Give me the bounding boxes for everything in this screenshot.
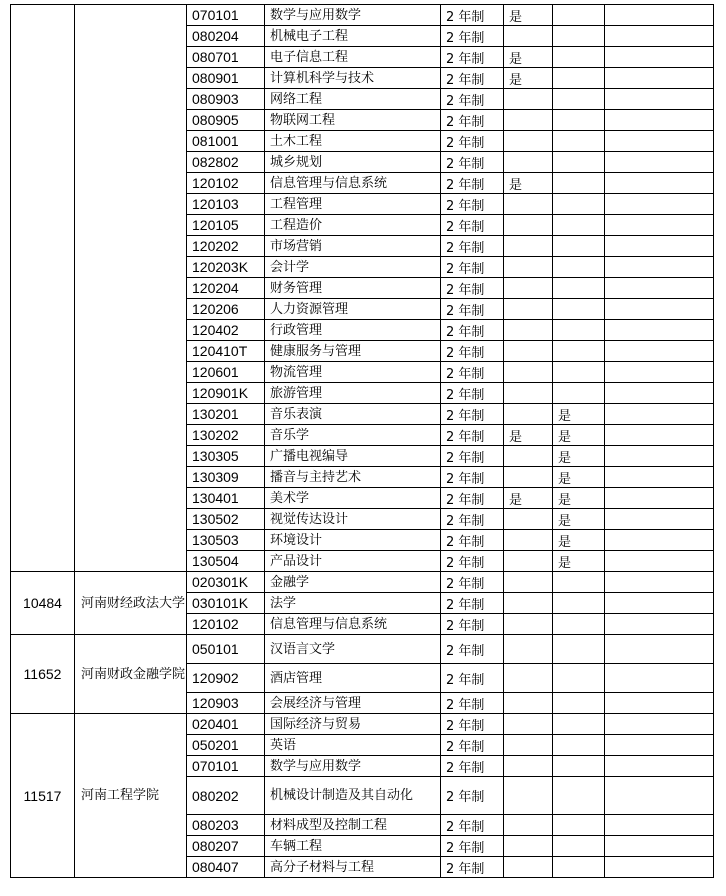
- major-code-cell: 020301K: [187, 572, 265, 593]
- study-length-cell: 2 年制: [441, 425, 504, 446]
- major-name-cell: 财务管理: [265, 278, 441, 299]
- table-row: [11, 572, 714, 593]
- flag-cell-1: [504, 614, 553, 635]
- major-name-cell: 旅游管理: [265, 383, 441, 404]
- remarks-cell: [605, 26, 714, 47]
- flag-cell-1: [504, 635, 553, 664]
- school-id-cell: 11652: [11, 635, 75, 714]
- remarks-cell: [605, 131, 714, 152]
- major-name-cell: 材料成型及控制工程: [265, 815, 441, 836]
- major-code-cell: 130504: [187, 551, 265, 572]
- major-name-cell: 行政管理: [265, 320, 441, 341]
- major-code-cell: 070101: [187, 5, 265, 26]
- flag-cell-1: [504, 257, 553, 278]
- school-id-cell: 11517: [11, 714, 75, 878]
- major-code-cell: 120601: [187, 362, 265, 383]
- remarks-cell: [605, 110, 714, 131]
- major-code-cell: 120203K: [187, 257, 265, 278]
- study-length-cell: 2 年制: [441, 488, 504, 509]
- school-name-cell: 河南财经政法大学: [75, 572, 187, 635]
- remarks-cell: [605, 446, 714, 467]
- major-name-cell: 会计学: [265, 257, 441, 278]
- flag-cell-1: [504, 89, 553, 110]
- study-length-cell: 2 年制: [441, 68, 504, 89]
- remarks-cell: [605, 756, 714, 777]
- remarks-cell: [605, 467, 714, 488]
- flag-cell-2: 是: [553, 446, 605, 467]
- major-name-cell: 计算机科学与技术: [265, 68, 441, 89]
- study-length-cell: 2 年制: [441, 320, 504, 341]
- major-name-cell: 高分子材料与工程: [265, 857, 441, 878]
- major-code-cell: 130202: [187, 425, 265, 446]
- remarks-cell: [605, 341, 714, 362]
- study-length-cell: 2 年制: [441, 857, 504, 878]
- remarks-cell: [605, 551, 714, 572]
- remarks-cell: [605, 488, 714, 509]
- major-name-cell: 车辆工程: [265, 836, 441, 857]
- remarks-cell: [605, 735, 714, 756]
- flag-cell-2: [553, 257, 605, 278]
- remarks-cell: [605, 5, 714, 26]
- major-name-cell: 音乐学: [265, 425, 441, 446]
- study-length-cell: 2 年制: [441, 836, 504, 857]
- remarks-cell: [605, 194, 714, 215]
- major-name-cell: 酒店管理: [265, 664, 441, 693]
- major-name-cell: 英语: [265, 735, 441, 756]
- study-length-cell: 2 年制: [441, 467, 504, 488]
- remarks-cell: [605, 68, 714, 89]
- remarks-cell: [605, 383, 714, 404]
- study-length-cell: 2 年制: [441, 110, 504, 131]
- major-name-cell: 工程造价: [265, 215, 441, 236]
- school-name-cell: 河南工程学院: [75, 714, 187, 878]
- study-length-cell: 2 年制: [441, 777, 504, 815]
- major-code-cell: 030101K: [187, 593, 265, 614]
- flag-cell-2: [553, 278, 605, 299]
- major-name-cell: 土木工程: [265, 131, 441, 152]
- study-length-cell: 2 年制: [441, 735, 504, 756]
- study-length-cell: 2 年制: [441, 173, 504, 194]
- major-code-cell: 080204: [187, 26, 265, 47]
- major-code-cell: 130201: [187, 404, 265, 425]
- major-code-cell: 082802: [187, 152, 265, 173]
- school-id-cell: [11, 5, 75, 572]
- major-name-cell: 网络工程: [265, 89, 441, 110]
- remarks-cell: [605, 572, 714, 593]
- major-code-cell: 080207: [187, 836, 265, 857]
- flag-cell-1: [504, 152, 553, 173]
- flag-cell-2: [553, 68, 605, 89]
- flag-cell-1: 是: [504, 488, 553, 509]
- flag-cell-2: [553, 47, 605, 68]
- remarks-cell: [605, 836, 714, 857]
- flag-cell-1: [504, 131, 553, 152]
- major-name-cell: 播音与主持艺术: [265, 467, 441, 488]
- flag-cell-1: [504, 756, 553, 777]
- flag-cell-2: [553, 614, 605, 635]
- major-name-cell: 机械设计制造及其自动化: [265, 777, 441, 815]
- study-length-cell: 2 年制: [441, 614, 504, 635]
- study-length-cell: 2 年制: [441, 693, 504, 714]
- remarks-cell: [605, 257, 714, 278]
- study-length-cell: 2 年制: [441, 5, 504, 26]
- study-length-cell: 2 年制: [441, 152, 504, 173]
- remarks-cell: [605, 215, 714, 236]
- major-code-cell: 070101: [187, 756, 265, 777]
- flag-cell-1: [504, 735, 553, 756]
- remarks-cell: [605, 714, 714, 735]
- remarks-cell: [605, 362, 714, 383]
- study-length-cell: 2 年制: [441, 756, 504, 777]
- major-code-cell: 120102: [187, 173, 265, 194]
- flag-cell-1: [504, 836, 553, 857]
- flag-cell-1: [504, 530, 553, 551]
- flag-cell-2: 是: [553, 404, 605, 425]
- major-code-cell: 080203: [187, 815, 265, 836]
- major-code-cell: 120903: [187, 693, 265, 714]
- major-name-cell: 健康服务与管理: [265, 341, 441, 362]
- table-row: [11, 5, 714, 26]
- remarks-cell: [605, 89, 714, 110]
- major-code-cell: 120901K: [187, 383, 265, 404]
- major-code-cell: 081001: [187, 131, 265, 152]
- flag-cell-1: 是: [504, 425, 553, 446]
- study-length-cell: 2 年制: [441, 664, 504, 693]
- flag-cell-1: [504, 572, 553, 593]
- remarks-cell: [605, 236, 714, 257]
- study-length-cell: 2 年制: [441, 530, 504, 551]
- major-name-cell: 市场营销: [265, 236, 441, 257]
- flag-cell-2: 是: [553, 509, 605, 530]
- flag-cell-2: 是: [553, 488, 605, 509]
- study-length-cell: 2 年制: [441, 278, 504, 299]
- major-name-cell: 物流管理: [265, 362, 441, 383]
- major-name-cell: 音乐表演: [265, 404, 441, 425]
- major-code-cell: 080701: [187, 47, 265, 68]
- flag-cell-2: [553, 26, 605, 47]
- study-length-cell: 2 年制: [441, 593, 504, 614]
- flag-cell-2: [553, 152, 605, 173]
- school-id-cell: 10484: [11, 572, 75, 635]
- major-code-cell: 080905: [187, 110, 265, 131]
- study-length-cell: 2 年制: [441, 299, 504, 320]
- flag-cell-2: [553, 194, 605, 215]
- remarks-cell: [605, 299, 714, 320]
- flag-cell-1: [504, 362, 553, 383]
- flag-cell-2: 是: [553, 530, 605, 551]
- study-length-cell: 2 年制: [441, 509, 504, 530]
- major-code-cell: 080903: [187, 89, 265, 110]
- remarks-cell: [605, 320, 714, 341]
- flag-cell-2: [553, 815, 605, 836]
- major-name-cell: 会展经济与管理: [265, 693, 441, 714]
- study-length-cell: 2 年制: [441, 194, 504, 215]
- flag-cell-2: [553, 299, 605, 320]
- flag-cell-1: 是: [504, 47, 553, 68]
- major-name-cell: 人力资源管理: [265, 299, 441, 320]
- remarks-cell: [605, 857, 714, 878]
- remarks-cell: [605, 509, 714, 530]
- major-code-cell: 120105: [187, 215, 265, 236]
- remarks-cell: [605, 47, 714, 68]
- major-code-cell: 080407: [187, 857, 265, 878]
- flag-cell-1: [504, 404, 553, 425]
- major-code-cell: 120202: [187, 236, 265, 257]
- flag-cell-2: [553, 593, 605, 614]
- flag-cell-1: [504, 215, 553, 236]
- major-code-cell: 130305: [187, 446, 265, 467]
- study-length-cell: 2 年制: [441, 551, 504, 572]
- major-name-cell: 法学: [265, 593, 441, 614]
- flag-cell-2: [553, 383, 605, 404]
- study-length-cell: 2 年制: [441, 89, 504, 110]
- major-code-cell: 120103: [187, 194, 265, 215]
- remarks-cell: [605, 777, 714, 815]
- table-row: [11, 714, 714, 735]
- flag-cell-2: [553, 735, 605, 756]
- remarks-cell: [605, 152, 714, 173]
- major-name-cell: 数学与应用数学: [265, 756, 441, 777]
- flag-cell-1: [504, 509, 553, 530]
- flag-cell-2: [553, 756, 605, 777]
- flag-cell-1: 是: [504, 5, 553, 26]
- flag-cell-1: [504, 236, 553, 257]
- flag-cell-2: [553, 664, 605, 693]
- flag-cell-2: [553, 635, 605, 664]
- flag-cell-2: [553, 693, 605, 714]
- flag-cell-2: [553, 836, 605, 857]
- flag-cell-2: 是: [553, 551, 605, 572]
- flag-cell-2: [553, 777, 605, 815]
- study-length-cell: 2 年制: [441, 26, 504, 47]
- flag-cell-2: [553, 110, 605, 131]
- flag-cell-1: [504, 194, 553, 215]
- table-row: [11, 635, 714, 664]
- remarks-cell: [605, 530, 714, 551]
- majors-table: [10, 4, 714, 878]
- flag-cell-2: [553, 714, 605, 735]
- flag-cell-2: [553, 173, 605, 194]
- major-code-cell: 120206: [187, 299, 265, 320]
- major-code-cell: 130502: [187, 509, 265, 530]
- remarks-cell: [605, 614, 714, 635]
- remarks-cell: [605, 173, 714, 194]
- major-code-cell: 130309: [187, 467, 265, 488]
- flag-cell-1: [504, 299, 553, 320]
- flag-cell-2: [553, 341, 605, 362]
- study-length-cell: 2 年制: [441, 131, 504, 152]
- flag-cell-2: [553, 320, 605, 341]
- study-length-cell: 2 年制: [441, 572, 504, 593]
- flag-cell-2: 是: [553, 425, 605, 446]
- flag-cell-1: [504, 26, 553, 47]
- flag-cell-2: [553, 857, 605, 878]
- major-code-cell: 130401: [187, 488, 265, 509]
- major-name-cell: 汉语言文学: [265, 635, 441, 664]
- flag-cell-2: [553, 362, 605, 383]
- study-length-cell: 2 年制: [441, 47, 504, 68]
- major-name-cell: 信息管理与信息系统: [265, 614, 441, 635]
- flag-cell-1: [504, 551, 553, 572]
- major-code-cell: 120410T: [187, 341, 265, 362]
- major-code-cell: 020401: [187, 714, 265, 735]
- remarks-cell: [605, 593, 714, 614]
- flag-cell-2: [553, 215, 605, 236]
- study-length-cell: 2 年制: [441, 446, 504, 467]
- major-code-cell: 050201: [187, 735, 265, 756]
- study-length-cell: 2 年制: [441, 714, 504, 735]
- major-name-cell: 视觉传达设计: [265, 509, 441, 530]
- flag-cell-2: [553, 89, 605, 110]
- flag-cell-1: [504, 693, 553, 714]
- flag-cell-1: [504, 664, 553, 693]
- school-name-cell: 河南财政金融学院: [75, 635, 187, 714]
- flag-cell-1: 是: [504, 68, 553, 89]
- remarks-cell: [605, 425, 714, 446]
- flag-cell-1: [504, 714, 553, 735]
- major-name-cell: 城乡规划: [265, 152, 441, 173]
- study-length-cell: 2 年制: [441, 236, 504, 257]
- remarks-cell: [605, 635, 714, 664]
- major-code-cell: 080202: [187, 777, 265, 815]
- flag-cell-1: [504, 467, 553, 488]
- major-code-cell: 080901: [187, 68, 265, 89]
- flag-cell-2: 是: [553, 467, 605, 488]
- major-name-cell: 美术学: [265, 488, 441, 509]
- remarks-cell: [605, 278, 714, 299]
- major-name-cell: 广播电视编导: [265, 446, 441, 467]
- flag-cell-1: 是: [504, 173, 553, 194]
- flag-cell-1: [504, 446, 553, 467]
- flag-cell-2: [553, 5, 605, 26]
- study-length-cell: 2 年制: [441, 341, 504, 362]
- study-length-cell: 2 年制: [441, 215, 504, 236]
- major-name-cell: 产品设计: [265, 551, 441, 572]
- flag-cell-1: [504, 278, 553, 299]
- study-length-cell: 2 年制: [441, 404, 504, 425]
- remarks-cell: [605, 815, 714, 836]
- study-length-cell: 2 年制: [441, 815, 504, 836]
- major-name-cell: 环境设计: [265, 530, 441, 551]
- major-code-cell: 120902: [187, 664, 265, 693]
- flag-cell-1: [504, 341, 553, 362]
- flag-cell-1: [504, 383, 553, 404]
- study-length-cell: 2 年制: [441, 362, 504, 383]
- flag-cell-1: [504, 593, 553, 614]
- major-code-cell: 120102: [187, 614, 265, 635]
- flag-cell-1: [504, 110, 553, 131]
- major-code-cell: 130503: [187, 530, 265, 551]
- major-name-cell: 电子信息工程: [265, 47, 441, 68]
- study-length-cell: 2 年制: [441, 635, 504, 664]
- major-name-cell: 机械电子工程: [265, 26, 441, 47]
- flag-cell-1: [504, 857, 553, 878]
- study-length-cell: 2 年制: [441, 257, 504, 278]
- remarks-cell: [605, 664, 714, 693]
- major-name-cell: 物联网工程: [265, 110, 441, 131]
- flag-cell-1: [504, 320, 553, 341]
- major-name-cell: 数学与应用数学: [265, 5, 441, 26]
- major-name-cell: 国际经济与贸易: [265, 714, 441, 735]
- major-name-cell: 信息管理与信息系统: [265, 173, 441, 194]
- major-name-cell: 工程管理: [265, 194, 441, 215]
- major-code-cell: 050101: [187, 635, 265, 664]
- flag-cell-1: [504, 777, 553, 815]
- flag-cell-2: [553, 131, 605, 152]
- study-length-cell: 2 年制: [441, 383, 504, 404]
- remarks-cell: [605, 693, 714, 714]
- major-code-cell: 120204: [187, 278, 265, 299]
- flag-cell-2: [553, 236, 605, 257]
- flag-cell-2: [553, 572, 605, 593]
- school-name-cell: [75, 5, 187, 572]
- major-code-cell: 120402: [187, 320, 265, 341]
- remarks-cell: [605, 404, 714, 425]
- major-name-cell: 金融学: [265, 572, 441, 593]
- flag-cell-1: [504, 815, 553, 836]
